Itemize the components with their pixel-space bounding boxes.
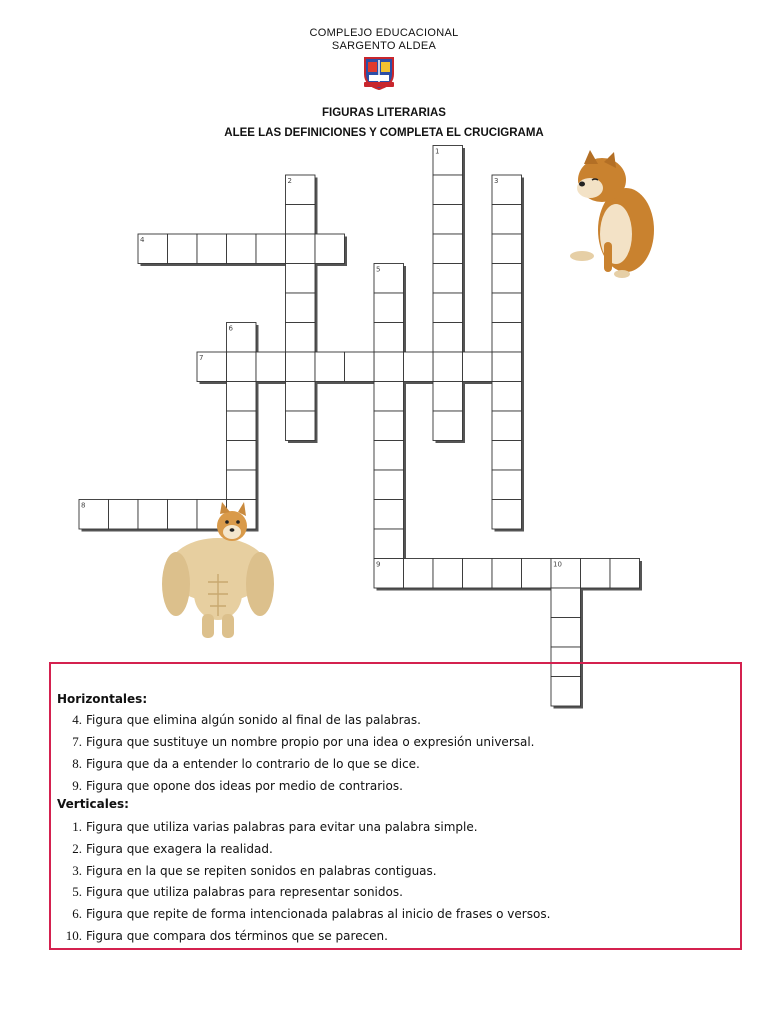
- crossword-cell[interactable]: [227, 411, 257, 441]
- crossword-cell[interactable]: [286, 411, 316, 441]
- crossword-cell[interactable]: [374, 293, 404, 323]
- crossword-cell[interactable]: [286, 234, 316, 264]
- clue-text: Figura que repite de forma intencionada palabras al inicio de frases o versos.: [86, 907, 551, 921]
- crossword-cell[interactable]: [227, 441, 257, 471]
- crossword-cell[interactable]: [433, 205, 463, 235]
- clue-text: Figura que da a entender lo contrario de lo que se dice.: [86, 757, 420, 771]
- school-name-line2: SARGENTO ALDEA: [331, 40, 437, 52]
- crossword-cell[interactable]: [463, 352, 493, 382]
- down-section-title: Verticales:: [57, 797, 129, 811]
- clue-across-9: [51, 778, 403, 794]
- crossword-clue-number: 4: [140, 236, 145, 244]
- crossword-cell[interactable]: [374, 529, 404, 559]
- crossword-cell[interactable]: [492, 382, 522, 412]
- crossword-cell[interactable]: [433, 293, 463, 323]
- crossword-cell[interactable]: [551, 588, 581, 618]
- clue-text: Figura que sustituye un nombre propio por una idea o expresión universal.: [86, 735, 535, 749]
- crossword-clue-number: 3: [494, 177, 499, 185]
- crossword-cell[interactable]: [286, 352, 316, 382]
- crossword-cell[interactable]: [492, 411, 522, 441]
- crossword-cell[interactable]: [492, 234, 522, 264]
- crossword-cell[interactable]: [286, 293, 316, 323]
- page-subtitle: ALEE LAS DEFINICIONES Y COMPLETA EL CRUCIGRAMA: [224, 127, 544, 139]
- clue-number: 4.: [72, 712, 82, 727]
- clue-number: 9.: [72, 778, 82, 793]
- clue-down-3: [51, 863, 437, 879]
- crossword-cell[interactable]: [374, 500, 404, 530]
- clue-text: Figura que exagera la realidad.: [86, 842, 273, 856]
- clues-box: [49, 662, 742, 950]
- crossword-cell[interactable]: [374, 411, 404, 441]
- clue-number: 8.: [72, 756, 82, 771]
- crossword-cell[interactable]: [433, 323, 463, 353]
- clue-number: 3.: [72, 863, 82, 878]
- crossword-cell[interactable]: [286, 382, 316, 412]
- clue-number: 7.: [72, 734, 82, 749]
- clue-number: 6.: [72, 906, 82, 921]
- crossword-cell[interactable]: [492, 293, 522, 323]
- crossword-cell[interactable]: [463, 559, 493, 589]
- crossword-clue-number: 9: [376, 560, 381, 569]
- crossword-cell[interactable]: [433, 411, 463, 441]
- clue-text: Figura que compara dos términos que se parecen.: [86, 929, 388, 943]
- crossword-clue-number: 1: [435, 147, 440, 156]
- crossword-cell[interactable]: [315, 352, 345, 382]
- clue-down-2: [51, 841, 273, 857]
- clue-down-5: [51, 884, 403, 900]
- crossword-cell[interactable]: [374, 470, 404, 500]
- crossword-cell[interactable]: [197, 234, 227, 264]
- crossword-cell[interactable]: [492, 500, 522, 530]
- crossword-cell[interactable]: [374, 352, 404, 382]
- clue-text: Figura que opone dos ideas por medio de contrarios.: [86, 779, 403, 793]
- crossword-cell[interactable]: [374, 441, 404, 471]
- crossword-clue-number: 7: [199, 354, 204, 362]
- clue-text: Figura que utiliza varias palabras para evitar una palabra simple.: [86, 820, 478, 834]
- crossword-cell[interactable]: [492, 264, 522, 294]
- crossword-cell[interactable]: [433, 352, 463, 382]
- clue-number: 10.: [65, 928, 82, 943]
- crossword-cell[interactable]: [522, 559, 552, 589]
- clue-number: 2.: [72, 841, 82, 856]
- crossword-cell[interactable]: [492, 559, 522, 589]
- crossword-cell[interactable]: [610, 559, 640, 589]
- crossword-clue-number: 2: [287, 177, 292, 185]
- clue-number: 1.: [72, 819, 82, 834]
- crossword-cell[interactable]: [433, 382, 463, 412]
- crossword-clue-number: 10: [553, 560, 562, 569]
- crossword-cell[interactable]: [581, 559, 611, 589]
- crossword-cell[interactable]: [374, 323, 404, 353]
- crossword-clue-number: 5: [376, 265, 381, 274]
- sitting-dog-illustration: [568, 150, 660, 280]
- crossword-cell[interactable]: [256, 352, 286, 382]
- clue-text: Figura en la que se repiten sonidos en palabras contiguas.: [86, 864, 437, 878]
- crossword-cell[interactable]: [492, 205, 522, 235]
- crossword-cell[interactable]: [492, 352, 522, 382]
- crossword-clue-number: 6: [228, 324, 233, 333]
- crossword-cell[interactable]: [345, 352, 375, 382]
- across-section-title: Horizontales:: [57, 692, 148, 706]
- crossword-cell[interactable]: [315, 234, 345, 264]
- clue-down-1: [51, 819, 478, 835]
- crossword-cell[interactable]: [286, 205, 316, 235]
- crossword-cell[interactable]: [286, 323, 316, 353]
- crossword-cell[interactable]: [433, 234, 463, 264]
- crossword-clue-number: 8: [81, 501, 86, 510]
- crossword-cell[interactable]: [433, 175, 463, 205]
- clue-text: Figura que utiliza palabras para representar sonidos.: [86, 885, 403, 899]
- crossword-cell[interactable]: [492, 470, 522, 500]
- crossword-cell[interactable]: [286, 264, 316, 294]
- crossword-cell[interactable]: [404, 352, 434, 382]
- crossword-cell[interactable]: [168, 234, 198, 264]
- crossword-cell[interactable]: [227, 382, 257, 412]
- clue-down-10: [51, 928, 388, 944]
- school-name-line1: COMPLEJO EDUCACIONAL: [309, 27, 459, 39]
- crossword-cell[interactable]: [433, 559, 463, 589]
- clue-text: Figura que elimina algún sonido al final de las palabras.: [86, 713, 421, 727]
- crossword-cell[interactable]: [227, 234, 257, 264]
- crossword-cell[interactable]: [227, 352, 257, 382]
- crossword-cell[interactable]: [492, 323, 522, 353]
- crossword-cell[interactable]: [433, 264, 463, 294]
- clue-across-8: [51, 756, 420, 772]
- crossword-cell[interactable]: [227, 470, 257, 500]
- crossword-cell[interactable]: [256, 234, 286, 264]
- crossword-cell[interactable]: [551, 618, 581, 648]
- muscular-dog-illustration: [158, 502, 278, 642]
- page-title: FIGURAS LITERARIAS: [322, 107, 446, 119]
- clue-across-7: [51, 734, 535, 750]
- crossword-cell[interactable]: [404, 559, 434, 589]
- crossword-cell[interactable]: [492, 441, 522, 471]
- clue-down-6: [51, 906, 550, 922]
- crossword-cell[interactable]: [109, 500, 139, 530]
- crossword-cell[interactable]: [374, 382, 404, 412]
- clue-number: 5.: [72, 884, 82, 899]
- clue-across-4: [51, 712, 421, 728]
